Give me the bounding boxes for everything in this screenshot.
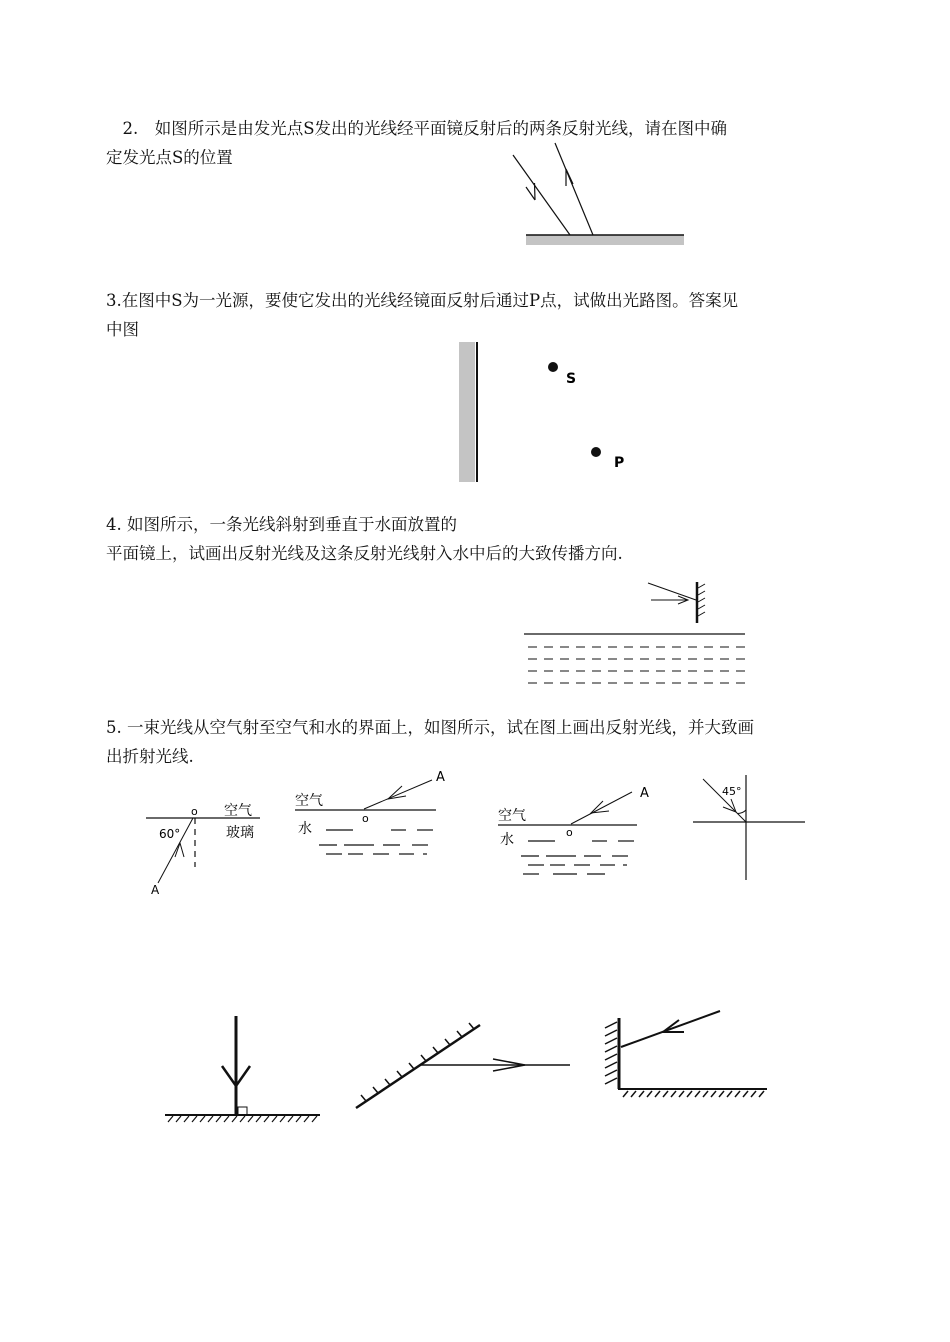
point-s-label: S <box>566 371 577 387</box>
air-label: 空气 <box>295 793 323 809</box>
incident-ray-arrow <box>175 843 184 857</box>
question-3-line1: 3.在图中S为一光源，要使它发出的光线经镜面反射后通过P点，试做出光路图。答案见 <box>106 291 739 310</box>
bottom-figure-vertical-ray <box>160 1010 330 1130</box>
glass-label: 玻璃 <box>226 825 254 841</box>
water-dashes <box>521 841 634 874</box>
question-3-text <box>106 286 851 344</box>
question-4-text <box>106 510 851 568</box>
water-label: 水 <box>298 821 312 837</box>
question-4-line1: 4. 如图所示，一条光线斜射到垂直于水面放置的 <box>106 515 457 534</box>
mirror-hatching-q4 <box>698 584 705 616</box>
question-5-text <box>106 713 851 771</box>
q5-figure-air-water-1 <box>290 765 450 875</box>
question-2-line2: 定发光点S的位置 <box>106 148 233 167</box>
incident-ray-q4 <box>648 583 696 600</box>
q5-figure-air-glass <box>140 795 270 900</box>
angle-label: 45° <box>722 785 742 798</box>
origin-label: o <box>191 805 198 818</box>
vertical-mirror <box>459 342 475 482</box>
point-a-label: A <box>436 770 445 785</box>
q5-figure-45-degree <box>690 772 810 882</box>
bottom-figure-corner-mirror <box>595 1005 775 1100</box>
reflected-ray-1-arrow <box>526 183 535 200</box>
incident-ray <box>364 780 432 809</box>
angle-arc <box>738 810 747 814</box>
question-2-text <box>106 114 851 172</box>
question-3-line2: 中图 <box>106 320 139 339</box>
origin-label: o <box>362 812 369 825</box>
bottom-figure-inclined-mirror <box>350 1015 580 1115</box>
corner-mirror-hatching <box>605 1022 764 1097</box>
water-label: 水 <box>500 832 514 848</box>
air-label: 空气 <box>498 808 526 824</box>
ground-hatching <box>168 1116 317 1122</box>
point-p-dot <box>591 447 601 457</box>
right-angle-mark <box>238 1107 247 1115</box>
origin-label: o <box>566 826 573 839</box>
incident-ray-arrow <box>591 801 609 813</box>
water-dashes <box>528 647 745 683</box>
incident-ray-corner <box>621 1011 720 1047</box>
question-3-figure <box>455 338 655 488</box>
reflected-ray-1 <box>513 155 570 235</box>
angle-label: 60° <box>159 827 181 841</box>
question-2-line1: 2. 如图所示是由发光点S发出的光线经平面镜反射后的两条反射光线，请在图中确 <box>106 119 728 138</box>
question-5-line1: 5. 一束光线从空气射至空气和水的界面上，如图所示，试在图上画出反射光线，并大致画 <box>106 718 754 737</box>
point-s-dot <box>548 362 558 372</box>
q5-figure-air-water-2 <box>495 780 660 885</box>
plane-mirror <box>526 235 684 245</box>
air-label: 空气 <box>224 803 252 819</box>
question-4-figure <box>520 578 750 690</box>
question-4-line2: 平面镜上，试画出反射光线及这条反射光线射入水中后的大致传播方向. <box>106 544 623 563</box>
incident-ray <box>571 792 632 824</box>
point-a-label: A <box>640 786 649 801</box>
question-2-figure <box>500 135 700 250</box>
question-5-line2: 出折射光线. <box>106 747 194 766</box>
point-a-label: A <box>151 883 160 897</box>
water-dashes <box>319 830 433 854</box>
inclined-mirror-hatching <box>361 1023 474 1101</box>
point-p-label: P <box>614 455 625 471</box>
